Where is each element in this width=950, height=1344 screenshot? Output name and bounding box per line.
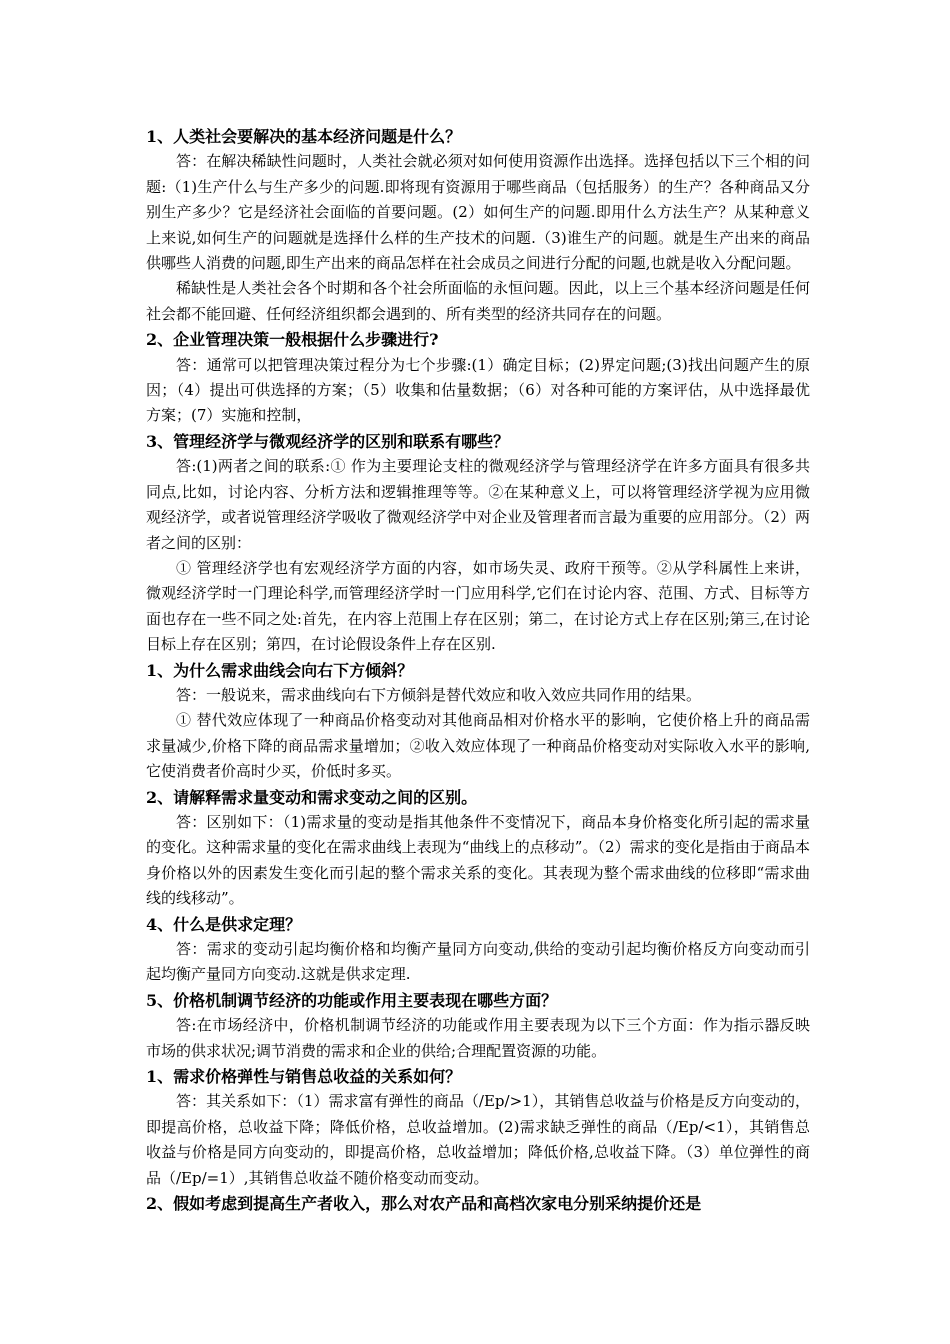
answer-paragraph: 答：在解决稀缺性问题时，人类社会就必须对如何使用资源作出选择。选择包括以下三个相的问题:（1)生产什么与生产多少的问题.即将现有资源用于哪些商品（包括服务）的生产？各种商品又分别生产多少？它是经济社会面临的首要问题。(2）如何生产的问题.即用什么方法生产？从某种意义上来说,如何生产的问题就是选择什么样的生产技术的问题.（3)谁生产的问题。就是生产出来的商品供哪些人消费的问题,即生产出来的商品怎样在社会成员之间进行分配的问题,也就是收入分配问题。 (146, 152, 810, 273)
question-heading: 4、什么是供求定理？ (146, 914, 302, 934)
answer-paragraph: 答:在市场经济中，价格机制调节经济的功能或作用主要表现为以下三个方面：作为指示器反映市场的供求状况;调节消费的需求和企业的供给;合理配置资源的功能。 (146, 1016, 810, 1060)
answer-paragraph: ① 替代效应体现了一种商品价格变动对其他商品相对价格水平的影响，它使价格上升的商品需求量减少,价格下降的商品需求量增加；②收入效应体现了一种商品价格变动对实际收入水平的影响,它使消费者价高时少买，价低时多买。 (146, 711, 810, 781)
answer-paragraph: 答：区别如下：（1)需求量的变动是指其他条件不变情况下，商品本身价格变化所引起的需求量的变化。这种需求量的变化在需求曲线上表现为“曲线上的点移动”。（2）需求的变化是指由于商品本身价格以外的因素发生变化而引起的整个需求关系的变化。其表现为整个需求曲线的位移即“需求曲线的线移动”。 (146, 812, 810, 908)
section-supply-demand-law (146, 912, 810, 988)
section-pricing-strategy (146, 1191, 810, 1216)
section-elasticity-revenue (146, 1064, 810, 1191)
answer-paragraph: ① 管理经济学也有宏观经济学方面的内容，如市场失灵、政府干预等。②从学科属性上来讲，微观经济学时一门理论科学,而管理经济学时一门应用科学,它们在讨论内容、范围、方式、目标等方面也存在一些不同之处:首先，在内容上范围上存在区别；第二，在讨论方式上存在区别;第三,在讨论目标上存在区别；第四，在讨论假设条件上存在区别. (146, 558, 810, 654)
section-price-mechanism (146, 988, 810, 1064)
question-heading: 3、管理经济学与微观经济学的区别和联系有哪些？ (146, 431, 510, 451)
answer-paragraph: 答：其关系如下：（1）需求富有弹性的商品（/Ep/>1），其销售总收益与价格是反方向变动的，即提高价格，总收益下降；降低价格，总收益增加。(2)需求缺乏弹性的商品（/Ep/<1），其销售总收益与价格是同方向变动的，即提高价格，总收益增加；降低价格,总收益下降。（3）单位弹性的商品（/Ep/=1）,其销售总收益不随价格变动而变动。 (146, 1092, 810, 1187)
question-heading: 2、企业管理决策一般根据什么步骤进行? (146, 330, 439, 350)
question-heading: 2、假如考虑到提高生产者收入，那么对农产品和高档次家电分别采纳提价还是 (146, 1194, 702, 1214)
section-basic-economic-problems (146, 124, 810, 327)
answer-paragraph: 答：通常可以把管理决策过程分为七个步骤:(1）确定目标；(2)界定问题;(3)找出问题产生的原因；（4）提出可供选择的方案；（5）收集和估量数据；（6）对各种可能的方案评估，从中选择最优方案；(7）实施和控制， (146, 355, 810, 425)
answer-paragraph: 答：需求的变动引起均衡价格和均衡产量同方向变动,供给的变动引起均衡价格反方向变动而引起均衡产量同方向变动.这就是供求定理. (146, 940, 810, 984)
question-heading: 1、需求价格弹性与销售总收益的关系如何？ (146, 1067, 462, 1087)
section-quantity-vs-demand-change (146, 785, 810, 912)
question-heading: 5、价格机制调节经济的功能或作用主要表现在哪些方面？ (146, 990, 558, 1010)
section-decision-steps (146, 327, 810, 429)
document-page (146, 124, 810, 1216)
section-managerial-vs-micro (146, 429, 810, 658)
section-demand-curve-slope (146, 658, 810, 785)
question-heading: 1、为什么需求曲线会向右下方倾斜？ (146, 660, 414, 680)
answer-paragraph: 稀缺性是人类社会各个时期和各个社会所面临的永恒问题。因此，以上三个基本经济问题是任何社会都不能回避、任何经济组织都会遇到的、所有类型的经济共同存在的问题。 (146, 279, 810, 323)
answer-paragraph: 答:(1)两者之间的联系:① 作为主要理论支柱的微观经济学与管理经济学在许多方面具有很多共同点,比如，讨论内容、分析方法和逻辑推理等等。②在某种意义上，可以将管理经济学视为应用微观经济学，或者说管理经济学吸收了微观经济学中对企业及管理者而言最为重要的应用部分。（2）两者之间的区别： (146, 457, 810, 552)
answer-paragraph: 答：一般说来，需求曲线向右下方倾斜是替代效应和收入效应共同作用的结果。 (176, 685, 702, 704)
question-heading: 1、人类社会要解决的基本经济问题是什么？ (146, 127, 462, 146)
question-heading: 2、请解释需求量变动和需求变动之间的区别。 (146, 787, 478, 807)
